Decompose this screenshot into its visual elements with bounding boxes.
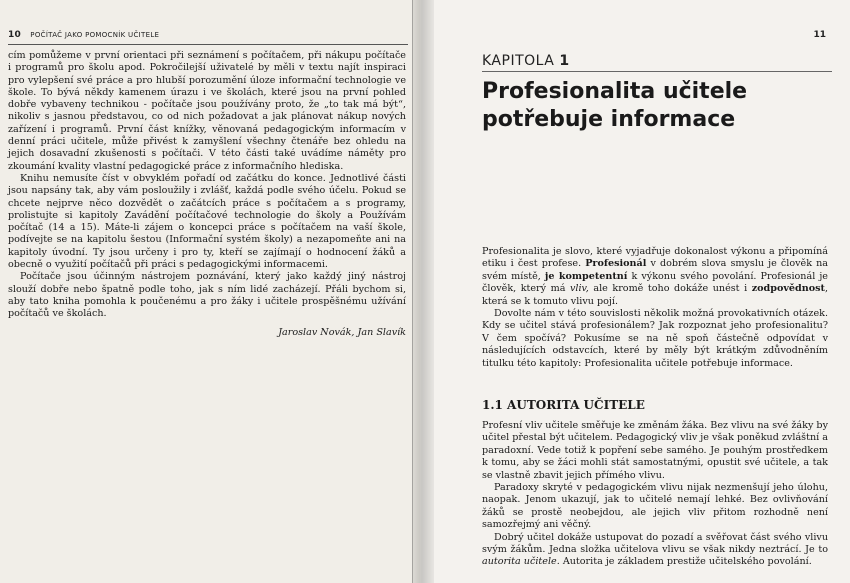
intro-bold-zodpovednost: zodpovědnost	[751, 283, 825, 295]
section-paragraph-1: Profesní vliv učitele směřuje ke změnám žáka. Bez vlivu na své žáky by učitel přestal být učitelem. Pedagogický vliv je však poněkud zvláštní a paradoxní. Vede totiž k popření sebe samého. Je pouhým prostředkem k tomu, aby se žáci mohli stát samostatnými, opustit své učitele, a tak se vlastně zbavit jejich přímého vlivu.	[482, 420, 828, 481]
intro-text-2: v dobrém slova smyslu je člověk na svém místě,	[482, 258, 828, 282]
intro-italic-vliv: vliv,	[569, 283, 589, 295]
author-signature: Jaroslav Novák, Jan Slavík	[278, 326, 406, 338]
intro-text-4: ale kromě toho dokáže unést i	[588, 283, 752, 295]
section-heading: 1.1 AUTORITA UČITELE	[482, 398, 645, 412]
left-page-number: 10	[8, 30, 22, 40]
intro-text-1: Profesionalita je slovo, které vyjadřuje dokonalost výkonu a připomíná etiku i čest profese.	[482, 246, 828, 270]
book-gutter-shadow	[412, 0, 434, 583]
intro-paragraph-1	[482, 246, 828, 308]
section-body	[482, 420, 828, 569]
left-running-head	[8, 30, 159, 40]
chapter-label-text: KAPITOLA	[482, 53, 555, 69]
chapter-rule	[482, 71, 832, 72]
left-paragraph-3: Počítače jsou účinným nástrojem poznávání, který jako každý jiný nástroj slouží dobře nebo špatně podle toho, jak s ním lidé zacházejí. Přáli bychom si, aby tato kniha pomohla k poučenému a pro žáky i učitele prospěšnému užívání počítačů ve školách.	[8, 271, 406, 320]
chapter-title-line-2: potřebuje informace	[482, 107, 736, 132]
intro-text-5: , která se k tomuto vlivu pojí.	[482, 283, 829, 307]
section-paragraph-3	[482, 532, 828, 569]
intro-bold-profesional: Profesionál	[585, 258, 647, 270]
left-paragraph-1: cím pomůžeme v první orientaci při seznámení s počítačem, při nákupu počítače i programů pro školu apod. Pokročilejší uživatelé by měli v textu najít inspiraci pro vylepšení své práce a pro hlubší porozumění úloze informační technologie ve škole. To bývá někdy kamenem úrazu i ve školách, které jsou na první pohled dobře vybaveny technikou - počítače jsou používány proto, že „to tak má být“, nikoliv s jasnou představou, co od nich požadovat a jak plánovat nákup nových zařízení i programů. První část knížky, věnovaná pedagogickým informacím v denní práci učitele, může přivést k zamyšlení všechny čtenáře bez ohledu na jejich dosavadní zkušenosti s počítači. V této části také uvádíme náměty pro zkoumání kvality vlastní pedagogické práce z informačního hlediska.	[8, 50, 406, 172]
left-header-rule	[8, 44, 408, 45]
last-text-1: Dobrý učitel dokáže ustupovat do pozadí a svěřovat část svého vlivu svým žákům. Jedna složka učitelova vlivu se však nikdy neztrácí. Je to	[482, 531, 828, 556]
chapter-title	[482, 78, 822, 134]
chapter-label	[482, 53, 570, 69]
book-crease	[412, 0, 413, 583]
last-italic-autorita: autorita učitele	[482, 556, 557, 568]
chapter-intro	[482, 246, 828, 370]
intro-bold-kompetentni: je kompetentní	[544, 270, 628, 282]
last-text-2: . Autorita je základem prestiže učitelského povolání.	[556, 556, 812, 568]
intro-text-3: k výkonu svého povolání. Profesionál je člověk, který má	[482, 270, 828, 295]
intro-paragraph-2: Dovolte nám v této souvislosti několik možná provokativních otázek. Kdy se učitel stává profesionálem? Jak rozpoznat jeho profesionalitu? V čem spočívá? Pokusíme se na ně spoň částečně odpovídat v následujících odstavcích, které by měly být krátkým zdůvodněním titulku této kapitoly: Profesionalita učitele potřebuje informace.	[482, 308, 828, 369]
chapter-number: 1	[559, 53, 570, 69]
left-paragraph-2: Knihu nemusíte číst v obvyklém pořadí od začátku do konce. Jednotlivé části jsou napsány tak, aby vám posloužily i zvlášť, každá podle svého účelu. Pokud se chcete nejprve něco dozvědět o začátcích práce s počítačem a s programy, prolistujte si kapitoly Zavádění počítačové technologie do školy a Používám počítač (14 a 15). Máte-li zájem o koncepci práce s počítačem na vaší škole, podívejte se na kapitolu šestou (Informační systém školy) a nezapomeňte ani na kapitoly úvodní. Ty jsou určeny i pro ty, kteří se zajímají o hodnocení žáků a obecně o využití počítačů při práci s pedagogickými informacemi.	[8, 172, 406, 271]
left-running-head-text: POČÍTAČ JAKO POMOCNÍK UČITELE	[30, 31, 160, 39]
left-body-text	[8, 50, 406, 339]
section-paragraph-2: Paradoxy skryté v pedagogickém vlivu nijak nezmenšují jeho úlohu, naopak. Jenom ukazují, jak to učitelé nemají lehké. Bez ovlivňování žáků se prostě neobejdou, ale jejich vliv přitom rozhodně není samozřejmý ani věčný.	[482, 482, 828, 531]
right-page-number: 11	[813, 30, 826, 40]
chapter-title-line-1: Profesionalita učitele	[482, 79, 748, 104]
